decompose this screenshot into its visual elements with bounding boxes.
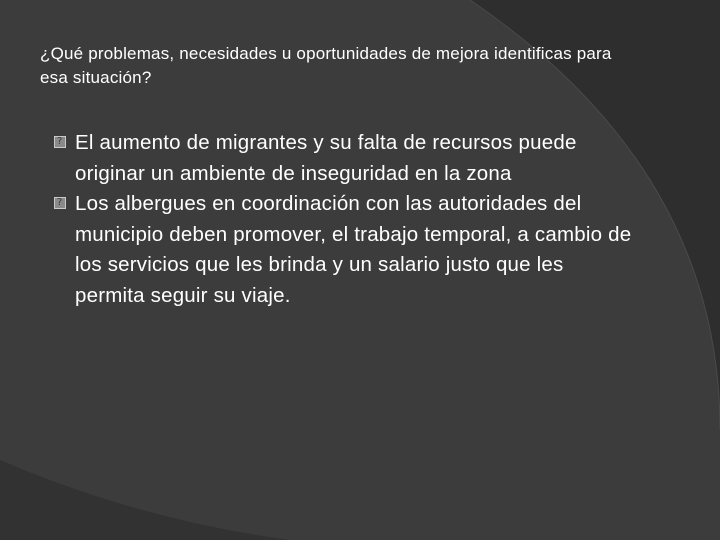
bullet-square-icon [54,136,66,148]
slide-title: ¿Qué problemas, necesidades u oportunidades de mejora identificas para esa situación? [40,44,612,87]
bullet-text: El aumento de migrantes y su falta de recursos puede originar un ambiente de inseguridad en la zona [75,131,577,185]
bullet-square-icon [54,197,66,209]
bullet-list [0,128,720,311]
bullet-text: Los albergues en coordinación con las autoridades del municipio deben promover, el trabajo temporal, a cambio de los servicios que les brinda y un salario justo que les permita seguir su viaje. [75,192,632,307]
list-item [0,189,635,311]
list-item [0,128,635,189]
